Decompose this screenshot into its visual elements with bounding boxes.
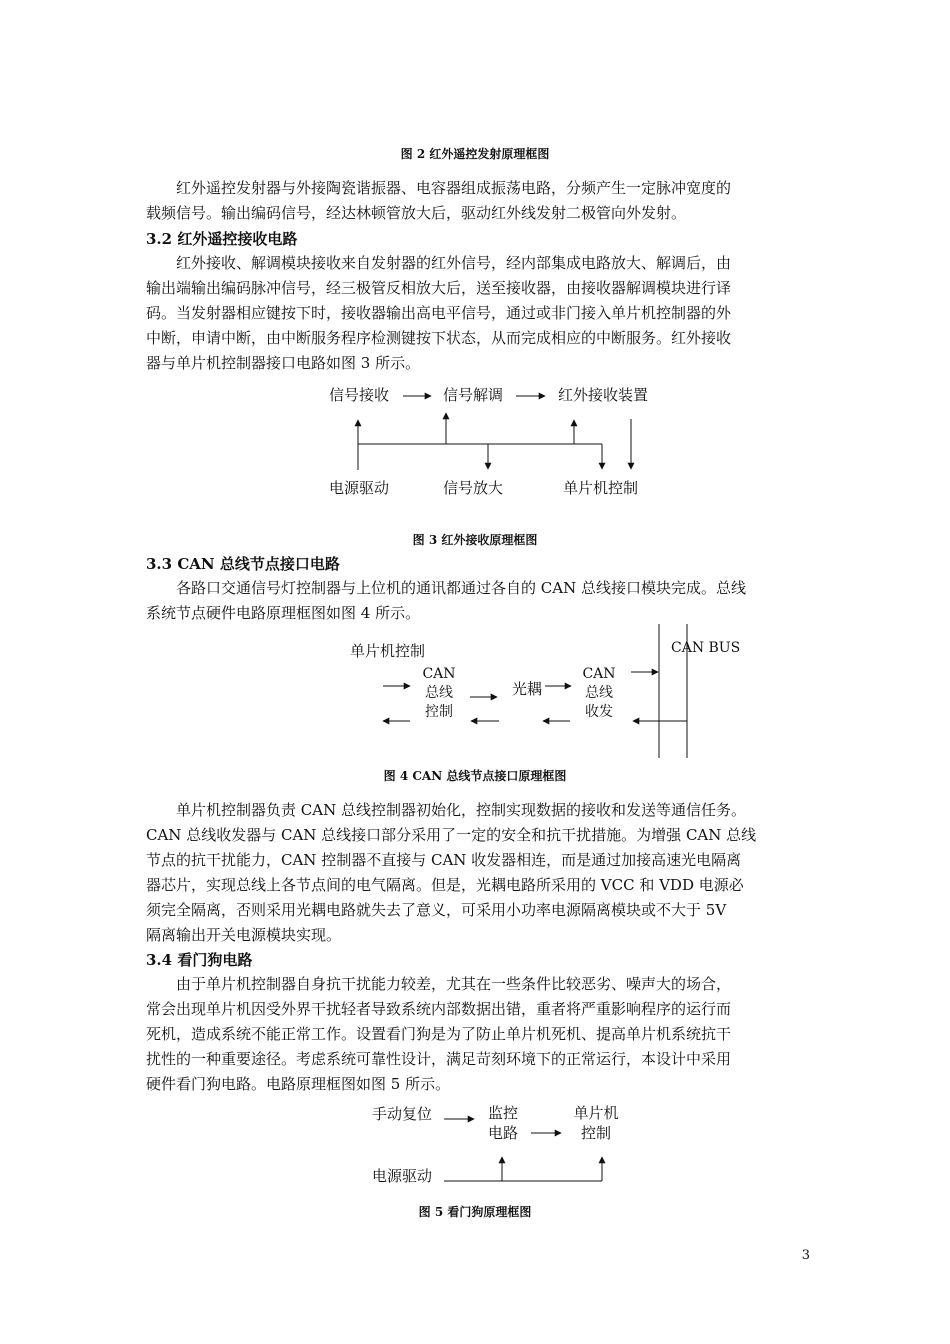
fig5-power-drive-label: 电源驱动	[372, 1167, 433, 1185]
fig3-signal-receive-label: 信号接收	[329, 386, 390, 404]
fig4-can-transceiver-line: 总线	[585, 685, 613, 701]
section-3-4-heading: 3.4 看门狗电路	[146, 951, 253, 969]
fig4-mcu-control-label: 单片机控制	[350, 642, 426, 660]
fig3-caption: 图 3 红外接收原理框图	[412, 533, 538, 547]
fig3-signal-amp-label: 信号放大	[443, 479, 504, 497]
fig5-caption: 图 5 看门狗原理框图	[418, 1205, 532, 1219]
text-line: 单片机控制器负责 CAN 总线控制器初始化，控制实现数据的接收和发送等通信任务。	[176, 801, 746, 819]
fig4-caption: 图 4 CAN 总线节点接口原理框图	[383, 769, 567, 783]
text-line: 须完全隔离，否则采用光耦电路就失去了意义，可采用小功率电源隔离模块或不大于 5V	[146, 901, 727, 919]
fig5-monitor-line: 监控	[487, 1104, 518, 1122]
text-line: 输出端输出编码脉冲信号，经三极管反相放大后，送至接收器，由接收器解调模块进行译	[146, 279, 732, 297]
fig4-can-transceiver-line: CAN	[582, 666, 616, 682]
fig5-manual-reset-label: 手动复位	[372, 1105, 433, 1123]
text-line: 载频信号。输出编码信号，经达林顿管放大后，驱动红外线发射二极管向外发射。	[146, 204, 687, 222]
fig5-monitor-line: 电路	[487, 1124, 518, 1142]
text-line: 隔离输出开关电源模块实现。	[146, 926, 342, 944]
fig2-caption: 图 2 红外遥控发射原理框图	[400, 147, 550, 161]
fig3-signal-demod-label: 信号解调	[443, 386, 504, 404]
text-line: 扰性的一种重要途径。考虑系统可靠性设计，满足苛刻环境下的正常运行，本设计中采用	[146, 1050, 732, 1068]
fig4-can-transceiver-line: 收发	[585, 704, 613, 720]
section-3-2-heading: 3.2 红外遥控接收电路	[146, 230, 298, 248]
text-line: 常会出现单片机因受外界干扰轻者导致系统内部数据出错，重者将严重影响程序的运行而	[146, 1000, 732, 1018]
text-line: 节点的抗干扰能力，CAN 控制器不直接与 CAN 收发器相连，而是通过加接高速光电隔离	[146, 851, 742, 869]
text-line: 红外遥控发射器与外接陶瓷谐振器、电容器组成振荡电路，分频产生一定脉冲宽度的	[176, 179, 732, 197]
text-line: 系统节点硬件电路原理框图如图 4 所示。	[146, 604, 421, 622]
fig4-optocoupler-label: 光耦	[512, 680, 543, 698]
fig5-mcu-line: 控制	[580, 1124, 611, 1142]
text-line: 器芯片，实现总线上各节点间的电气隔离。但是，光耦电路所采用的 VCC 和 VDD 电源必	[146, 876, 744, 894]
text-line: 器与单片机控制器接口电路如图 3 所示。	[146, 354, 421, 372]
text-line: 死机，造成系统不能正常工作。设置看门狗是为了防止单片机死机、提高单片机系统抗干	[146, 1025, 732, 1043]
fig3-power-drive-label: 电源驱动	[329, 479, 390, 497]
fig3-ir-receiver-label: 红外接收装置	[558, 386, 649, 404]
text-line: 各路口交通信号灯控制器与上位机的通讯都通过各自的 CAN 总线接口模块完成。总线	[176, 579, 746, 597]
fig4-can-controller-line: CAN	[422, 666, 456, 682]
fig4-can-controller-line: 总线	[425, 685, 453, 701]
text-line: 硬件看门狗电路。电路原理框图如图 5 所示。	[146, 1075, 451, 1093]
text-line: CAN 总线收发器与 CAN 总线接口部分采用了一定的安全和抗干扰措施。为增强 CAN 总线	[146, 826, 757, 844]
text-line: 码。当发射器相应键按下时，接收器输出高电平信号，通过或非门接入单片机控制器的外	[146, 304, 732, 322]
fig4-can-controller-line: 控制	[425, 704, 453, 720]
section-3-3-heading: 3.3 CAN 总线节点接口电路	[146, 555, 340, 573]
fig3-mcu-control-label: 单片机控制	[563, 479, 639, 497]
text-line: 红外接收、解调模块接收来自发射器的红外信号，经内部集成电路放大、解调后，由	[176, 254, 732, 272]
text-line: 由于单片机控制器自身抗干扰能力较差，尤其在一些条件比较恶劣、噪声大的场合，	[176, 975, 732, 993]
page-number: 3	[801, 1248, 810, 1263]
text-line: 中断，申请中断，由中断服务程序检测键按下状态，从而完成相应的中断服务。红外接收	[146, 329, 732, 347]
fig5-mcu-line: 单片机	[573, 1104, 619, 1122]
fig4-can-bus-label: CAN BUS	[671, 640, 741, 656]
